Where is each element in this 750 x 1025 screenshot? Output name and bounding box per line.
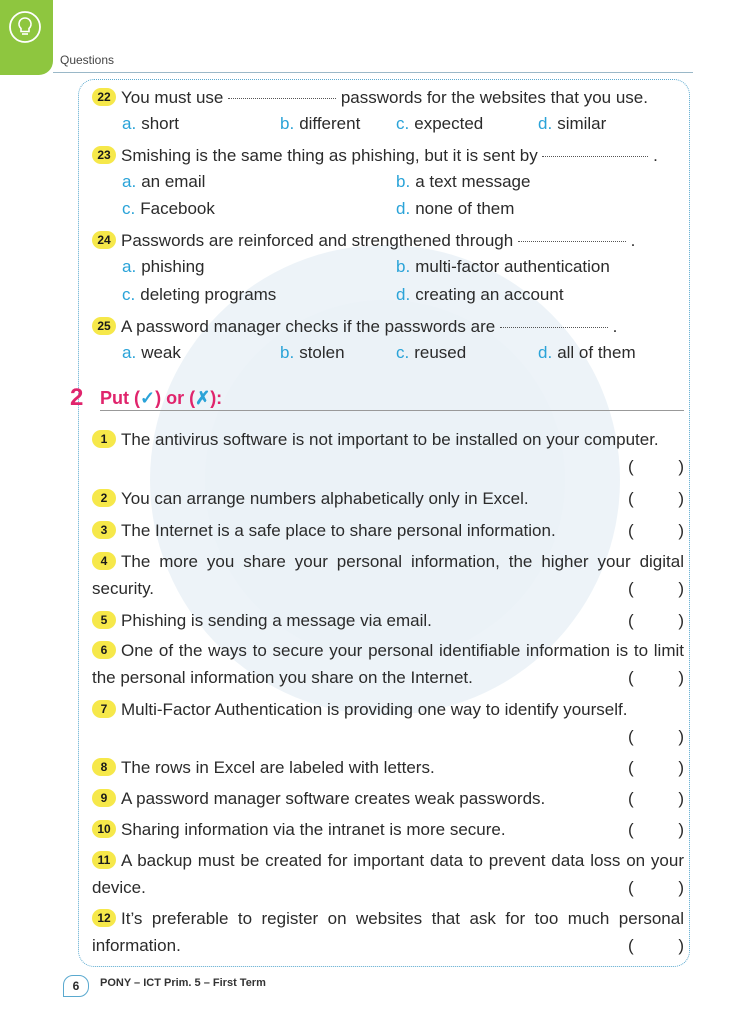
paren-open: ( xyxy=(628,457,634,476)
tf-item xyxy=(92,905,684,959)
option[interactable] xyxy=(396,170,530,194)
paren-open: ( xyxy=(628,789,634,808)
item-text: The rows in Excel are labeled with letters. xyxy=(121,758,435,777)
item-number: 1 xyxy=(92,430,116,448)
answer-parentheses[interactable] xyxy=(628,723,684,750)
option[interactable] xyxy=(122,341,181,365)
tf-item xyxy=(92,517,684,544)
option-letter: b. xyxy=(396,172,411,191)
option-text: phishing xyxy=(141,257,205,276)
option-text: reused xyxy=(414,343,467,362)
option[interactable] xyxy=(280,112,360,136)
check-mark-icon: ✓ xyxy=(140,388,156,408)
tf-item xyxy=(92,754,684,781)
section-2-rule xyxy=(100,410,684,411)
option-text: deleting programs xyxy=(140,285,277,304)
tf-item xyxy=(92,607,684,634)
question-text-end: . xyxy=(607,317,618,336)
option-letter: c. xyxy=(396,114,410,133)
item-text: One of the ways to secure your personal identifiable information is to limit the personal information you share on the Internet. xyxy=(92,641,684,687)
option[interactable] xyxy=(396,197,514,221)
paren-close: ) xyxy=(678,878,684,897)
question-text-end: . xyxy=(625,231,636,250)
paren-open: ( xyxy=(628,668,634,687)
paren-open: ( xyxy=(628,820,634,839)
tf-item xyxy=(92,816,684,843)
option-text: a text message xyxy=(415,172,531,191)
option-text: multi-factor authentication xyxy=(415,257,610,276)
option-text: similar xyxy=(557,114,607,133)
item-text: It’s preferable to register on websites that ask for too much personal information. xyxy=(92,909,684,955)
option-letter: c. xyxy=(396,343,410,362)
answer-parentheses[interactable] xyxy=(628,874,684,901)
item-number: 3 xyxy=(92,521,116,539)
cross-mark-icon: ✗ xyxy=(195,388,211,408)
answer-parentheses[interactable] xyxy=(628,607,684,634)
item-number: 7 xyxy=(92,700,116,718)
tf-item xyxy=(92,847,684,901)
answer-parentheses[interactable] xyxy=(628,485,684,512)
item-text: Multi-Factor Authentication is providing one way to identify yourself. xyxy=(121,700,628,719)
option-text: none of them xyxy=(415,199,515,218)
item-text: The more you share your personal information, the higher your digital security. xyxy=(92,552,684,598)
option-letter: b. xyxy=(396,257,411,276)
answer-parentheses[interactable] xyxy=(628,785,684,812)
item-text: A password manager software creates weak passwords. xyxy=(121,789,546,808)
paren-close: ) xyxy=(678,820,684,839)
paren-close: ) xyxy=(678,668,684,687)
item-text: A backup must be created for important data to prevent data loss on your device. xyxy=(92,851,684,897)
paren-close: ) xyxy=(678,457,684,476)
option-letter: a. xyxy=(122,343,137,362)
title-part: ) or ( xyxy=(155,388,196,408)
paren-open: ( xyxy=(628,878,634,897)
question-number: 25 xyxy=(92,317,116,335)
question-number: 23 xyxy=(92,146,116,164)
item-text: Sharing information via the intranet is more secure. xyxy=(121,820,506,839)
title-part: Put ( xyxy=(100,388,140,408)
option-text: an email xyxy=(141,172,206,191)
question-text-end: passwords for the websites that you use. xyxy=(336,88,648,107)
answer-parentheses[interactable] xyxy=(628,453,684,480)
item-number: 4 xyxy=(92,552,116,570)
question-text: Passwords are reinforced and strengthened through xyxy=(121,231,514,250)
option[interactable] xyxy=(280,341,345,365)
mcq-question xyxy=(92,84,684,111)
option-letter: c. xyxy=(122,285,136,304)
option-letter: d. xyxy=(396,199,411,218)
item-number: 6 xyxy=(92,641,116,659)
paren-close: ) xyxy=(678,789,684,808)
tf-item xyxy=(92,548,684,602)
paren-open: ( xyxy=(628,611,634,630)
option[interactable] xyxy=(538,341,636,365)
paren-open: ( xyxy=(628,727,634,746)
option-text: weak xyxy=(141,343,181,362)
option-letter: a. xyxy=(122,114,137,133)
question-text: Smishing is the same thing as phishing, but it is sent by xyxy=(121,146,538,165)
item-text: The Internet is a safe place to share personal information. xyxy=(121,521,556,540)
option[interactable] xyxy=(396,112,483,136)
option[interactable] xyxy=(122,197,215,221)
answer-parentheses[interactable] xyxy=(628,932,684,959)
item-number: 2 xyxy=(92,489,116,507)
mcq-question xyxy=(92,313,684,340)
item-text: Phishing is sending a message via email. xyxy=(121,611,432,630)
item-number: 8 xyxy=(92,758,116,776)
option-text: expected xyxy=(414,114,484,133)
option-letter: a. xyxy=(122,172,137,191)
answer-parentheses[interactable] xyxy=(628,754,684,781)
option-letter: a. xyxy=(122,257,137,276)
mcq-question xyxy=(92,142,684,169)
answer-parentheses[interactable] xyxy=(628,575,684,602)
title-part: ): xyxy=(210,388,223,408)
paren-open: ( xyxy=(628,936,634,955)
section-number: 2 xyxy=(70,384,84,411)
item-number: 11 xyxy=(92,851,116,869)
section-2-header xyxy=(70,386,684,410)
tf-item xyxy=(92,785,684,812)
option[interactable] xyxy=(538,112,606,136)
paren-close: ) xyxy=(678,727,684,746)
option-letter: d. xyxy=(396,285,411,304)
item-number: 9 xyxy=(92,789,116,807)
paren-open: ( xyxy=(628,489,634,508)
option-text: short xyxy=(141,114,179,133)
section-label: Questions xyxy=(60,53,115,67)
paren-close: ) xyxy=(678,489,684,508)
option-letter: c. xyxy=(122,199,136,218)
item-text: You can arrange numbers alphabetically only in Excel. xyxy=(121,489,529,508)
question-number: 24 xyxy=(92,231,116,249)
option-text: different xyxy=(299,114,361,133)
question-text-end: . xyxy=(648,146,658,165)
option-text: Facebook xyxy=(140,199,215,218)
item-number: 10 xyxy=(92,820,116,838)
mcq-question xyxy=(92,227,684,254)
question-text: You must use xyxy=(121,88,224,107)
option[interactable] xyxy=(396,341,466,365)
paren-open: ( xyxy=(628,758,634,777)
option-letter: b. xyxy=(280,343,295,362)
item-text: The antivirus software is not important to be installed on your computer. xyxy=(121,430,659,449)
option-letter: d. xyxy=(538,343,553,362)
tf-item xyxy=(92,426,684,480)
option-text: all of them xyxy=(557,343,636,362)
question-text: A password manager checks if the passwords are xyxy=(121,317,496,336)
item-number: 12 xyxy=(92,909,116,927)
answer-blank[interactable] xyxy=(542,156,648,157)
corner-tab xyxy=(0,0,53,75)
answer-blank[interactable] xyxy=(518,241,626,242)
option[interactable] xyxy=(122,170,205,194)
option[interactable] xyxy=(122,255,205,279)
paren-close: ) xyxy=(678,758,684,777)
answer-parentheses[interactable] xyxy=(628,816,684,843)
answer-blank[interactable] xyxy=(500,327,608,328)
tf-item xyxy=(92,637,684,691)
section-divider xyxy=(53,72,693,73)
option-letter: d. xyxy=(538,114,553,133)
lightbulb-icon xyxy=(8,10,42,44)
answer-parentheses[interactable] xyxy=(628,664,684,691)
paren-close: ) xyxy=(678,611,684,630)
page-number: 6 xyxy=(63,975,89,997)
tf-item xyxy=(92,485,684,512)
paren-close: ) xyxy=(678,521,684,540)
answer-blank[interactable] xyxy=(228,98,336,99)
option-text: creating an account xyxy=(415,285,564,304)
option[interactable] xyxy=(396,255,610,279)
option-letter: b. xyxy=(280,114,295,133)
question-number: 22 xyxy=(92,88,116,106)
option[interactable] xyxy=(396,283,564,307)
item-number: 5 xyxy=(92,611,116,629)
option[interactable] xyxy=(122,112,179,136)
section-title xyxy=(100,386,222,410)
footer-text: PONY – ICT Prim. 5 – First Term xyxy=(100,977,266,989)
paren-open: ( xyxy=(628,521,634,540)
paren-open: ( xyxy=(628,579,634,598)
paren-close: ) xyxy=(678,936,684,955)
paren-close: ) xyxy=(678,579,684,598)
option[interactable] xyxy=(122,283,276,307)
tf-item xyxy=(92,696,684,750)
option-text: stolen xyxy=(299,343,345,362)
answer-parentheses[interactable] xyxy=(628,517,684,544)
